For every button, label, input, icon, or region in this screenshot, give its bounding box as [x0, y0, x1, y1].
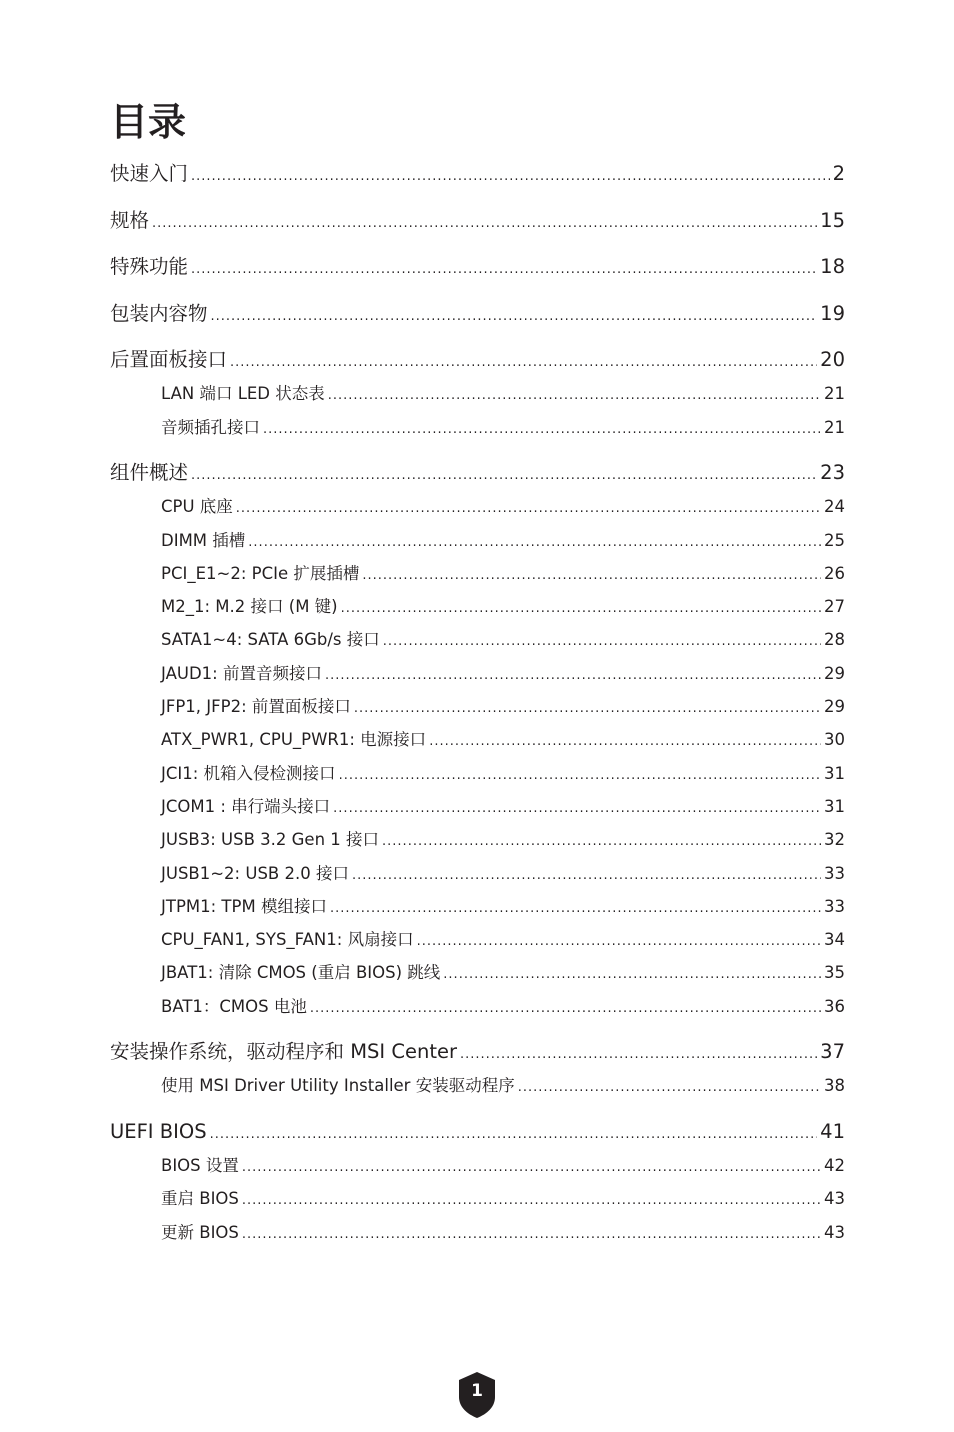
- toc-entry-label: 安装操作系统，驱动程序和 MSI Center: [110, 1040, 457, 1063]
- toc-entry-bat1[interactable]: [161, 995, 845, 1021]
- toc-entry-jaud1[interactable]: [161, 662, 845, 688]
- toc-entry-page: 31: [824, 797, 845, 816]
- toc-entry-reset-bios[interactable]: [161, 1187, 845, 1213]
- dot-leader: [341, 597, 821, 621]
- toc-entry-label: 组件概述: [110, 461, 189, 484]
- dot-leader: [382, 830, 821, 854]
- toc-entry-jusb1-2[interactable]: [161, 862, 845, 888]
- toc-entry-special-features[interactable]: [110, 253, 845, 284]
- dot-leader: [339, 764, 821, 788]
- toc-entry-m2[interactable]: [161, 595, 845, 621]
- toc-entry-label: 更新 BIOS: [161, 1223, 239, 1242]
- toc-entry-jusb3[interactable]: [161, 828, 845, 854]
- dot-leader: [383, 630, 821, 654]
- toc-entry-page: 37: [820, 1040, 845, 1063]
- toc-entry-jfp[interactable]: [161, 695, 845, 721]
- dot-leader: [242, 1189, 821, 1213]
- toc-entry-page: 19: [820, 302, 845, 325]
- dot-leader: [330, 897, 821, 921]
- dot-leader: [248, 531, 821, 555]
- toc-entry-jcom1[interactable]: [161, 795, 845, 821]
- dot-leader: [328, 384, 821, 408]
- toc-entry-specifications[interactable]: [110, 207, 845, 238]
- toc-entry-page: 21: [824, 384, 845, 403]
- dot-leader: [210, 1121, 818, 1149]
- toc-entry-package-contents[interactable]: [110, 300, 845, 331]
- dot-leader: [230, 349, 817, 377]
- toc-entry-page: 18: [820, 255, 845, 278]
- dot-leader: [310, 997, 821, 1021]
- toc-entry-page: 25: [824, 531, 845, 550]
- toc-entry-label: JUSB3: USB 3.2 Gen 1 接口: [161, 830, 380, 849]
- toc-entry-jci1[interactable]: [161, 762, 845, 788]
- toc-entry-driver-installer[interactable]: [161, 1074, 845, 1100]
- dot-leader: [152, 210, 817, 238]
- toc-entry-label: ATX_PWR1, CPU_PWR1: 电源接口: [161, 730, 427, 749]
- toc-entry-page: 29: [824, 664, 845, 683]
- toc-entry-page: 42: [824, 1156, 845, 1175]
- toc-entry-label: 音频插孔接口: [161, 418, 260, 437]
- dot-leader: [211, 303, 818, 331]
- toc-entry-label: JBAT1: 清除 CMOS (重启 BIOS) 跳线: [161, 963, 441, 982]
- toc-entry-bios-setup[interactable]: [161, 1154, 845, 1180]
- dot-leader: [460, 1041, 817, 1069]
- toc-entry-label: UEFI BIOS: [110, 1120, 207, 1143]
- toc-entry-label: 包装内容物: [110, 302, 208, 325]
- dot-leader: [417, 930, 821, 954]
- toc-entry-label: 特殊功能: [110, 255, 189, 278]
- toc-entry-page: 41: [820, 1120, 845, 1143]
- toc-entry-page: 27: [824, 597, 845, 616]
- toc-entry-label: SATA1~4: SATA 6Gb/s 接口: [161, 630, 380, 649]
- toc-entry-page: 43: [824, 1223, 845, 1242]
- toc-entry-label: JCI1: 机箱入侵检测接口: [161, 764, 336, 783]
- toc-entry-page: 36: [824, 997, 845, 1016]
- dot-leader: [191, 462, 817, 490]
- toc-entry-page: 31: [824, 764, 845, 783]
- toc-entry-page: 35: [824, 963, 845, 982]
- toc-entry-page: 23: [820, 461, 845, 484]
- toc-entry-label: BAT1：CMOS 电池: [161, 997, 307, 1016]
- toc-entry-label: BIOS 设置: [161, 1156, 239, 1175]
- toc-entry-page: 20: [820, 348, 845, 371]
- toc-entry-label: JAUD1: 前置音频接口: [161, 664, 322, 683]
- dot-leader: [242, 1156, 821, 1180]
- toc-entry-pcie[interactable]: [161, 562, 845, 588]
- toc-entry-audio-jacks[interactable]: [161, 416, 845, 442]
- toc-entry-label: M2_1: M.2 接口 (M 键): [161, 597, 338, 616]
- dot-leader: [191, 256, 817, 284]
- toc-entry-update-bios[interactable]: [161, 1221, 845, 1247]
- toc-entry-page: 38: [824, 1076, 845, 1095]
- toc-entry-page: 28: [824, 630, 845, 649]
- toc-entry-label: 后置面板接口: [110, 348, 228, 371]
- toc-entry-label: JFP1, JFP2: 前置面板接口: [161, 697, 351, 716]
- dot-leader: [354, 697, 821, 721]
- toc-entry-cpu-socket[interactable]: [161, 495, 845, 521]
- toc-entry-page: 30: [824, 730, 845, 749]
- toc-entry-label: CPU 底座: [161, 497, 233, 516]
- toc-entry-dimm[interactable]: [161, 529, 845, 555]
- dot-leader: [242, 1223, 821, 1247]
- toc-entry-label: 重启 BIOS: [161, 1189, 239, 1208]
- toc-entry-page: 34: [824, 930, 845, 949]
- toc-entry-page: 26: [824, 564, 845, 583]
- toc-entry-jtpm1[interactable]: [161, 895, 845, 921]
- page-title: 目录: [110, 100, 187, 144]
- dot-leader: [429, 730, 821, 754]
- toc-entry-page: 15: [820, 209, 845, 232]
- toc-entry-fans[interactable]: [161, 928, 845, 954]
- dot-leader: [191, 163, 830, 191]
- toc-entry-label: 使用 MSI Driver Utility Installer 安装驱动程序: [161, 1076, 515, 1095]
- toc-entry-label: DIMM 插槽: [161, 531, 246, 550]
- toc-entry-quick-start[interactable]: [110, 160, 845, 191]
- toc-entry-page: 2: [832, 162, 845, 185]
- dot-leader: [443, 963, 821, 987]
- toc-entry-page: 21: [824, 418, 845, 437]
- toc-entry-page: 24: [824, 497, 845, 516]
- dot-leader: [263, 418, 821, 442]
- page-number-badge: [457, 1371, 497, 1419]
- dot-leader: [518, 1076, 821, 1100]
- toc-entry-label: JTPM1: TPM 模组接口: [161, 897, 327, 916]
- toc-entry-lan-led[interactable]: [161, 382, 845, 408]
- toc-entry-label: 规格: [110, 209, 150, 232]
- toc-entry-power[interactable]: [161, 728, 845, 754]
- toc-entry-label: 快速入门: [110, 162, 189, 185]
- toc-entry-page: 43: [824, 1189, 845, 1208]
- page-number: 1: [471, 1381, 483, 1401]
- toc-entry-uefi-bios[interactable]: [110, 1118, 845, 1149]
- toc-entry-page: 29: [824, 697, 845, 716]
- dot-leader: [333, 797, 821, 821]
- toc-entry-page: 33: [824, 897, 845, 916]
- toc-entry-page: 32: [824, 830, 845, 849]
- toc-entry-sata[interactable]: [161, 628, 845, 654]
- toc-entry-back-panel[interactable]: [110, 346, 845, 377]
- toc-entry-label: JUSB1~2: USB 2.0 接口: [161, 864, 349, 883]
- toc-entry-label: PCI_E1~2: PCIe 扩展插槽: [161, 564, 360, 583]
- toc-entry-overview[interactable]: [110, 459, 845, 490]
- toc-entry-jbat1[interactable]: [161, 961, 845, 987]
- toc-entry-label: JCOM1 : 串行端头接口: [161, 797, 331, 816]
- toc-entry-install-os[interactable]: [110, 1038, 845, 1069]
- toc-entry-page: 33: [824, 864, 845, 883]
- toc-entry-label: LAN 端口 LED 状态表: [161, 384, 325, 403]
- dot-leader: [236, 497, 821, 521]
- dot-leader: [325, 664, 821, 688]
- dot-leader: [362, 564, 821, 588]
- dot-leader: [352, 864, 821, 888]
- toc-entry-label: CPU_FAN1, SYS_FAN1: 风扇接口: [161, 930, 414, 949]
